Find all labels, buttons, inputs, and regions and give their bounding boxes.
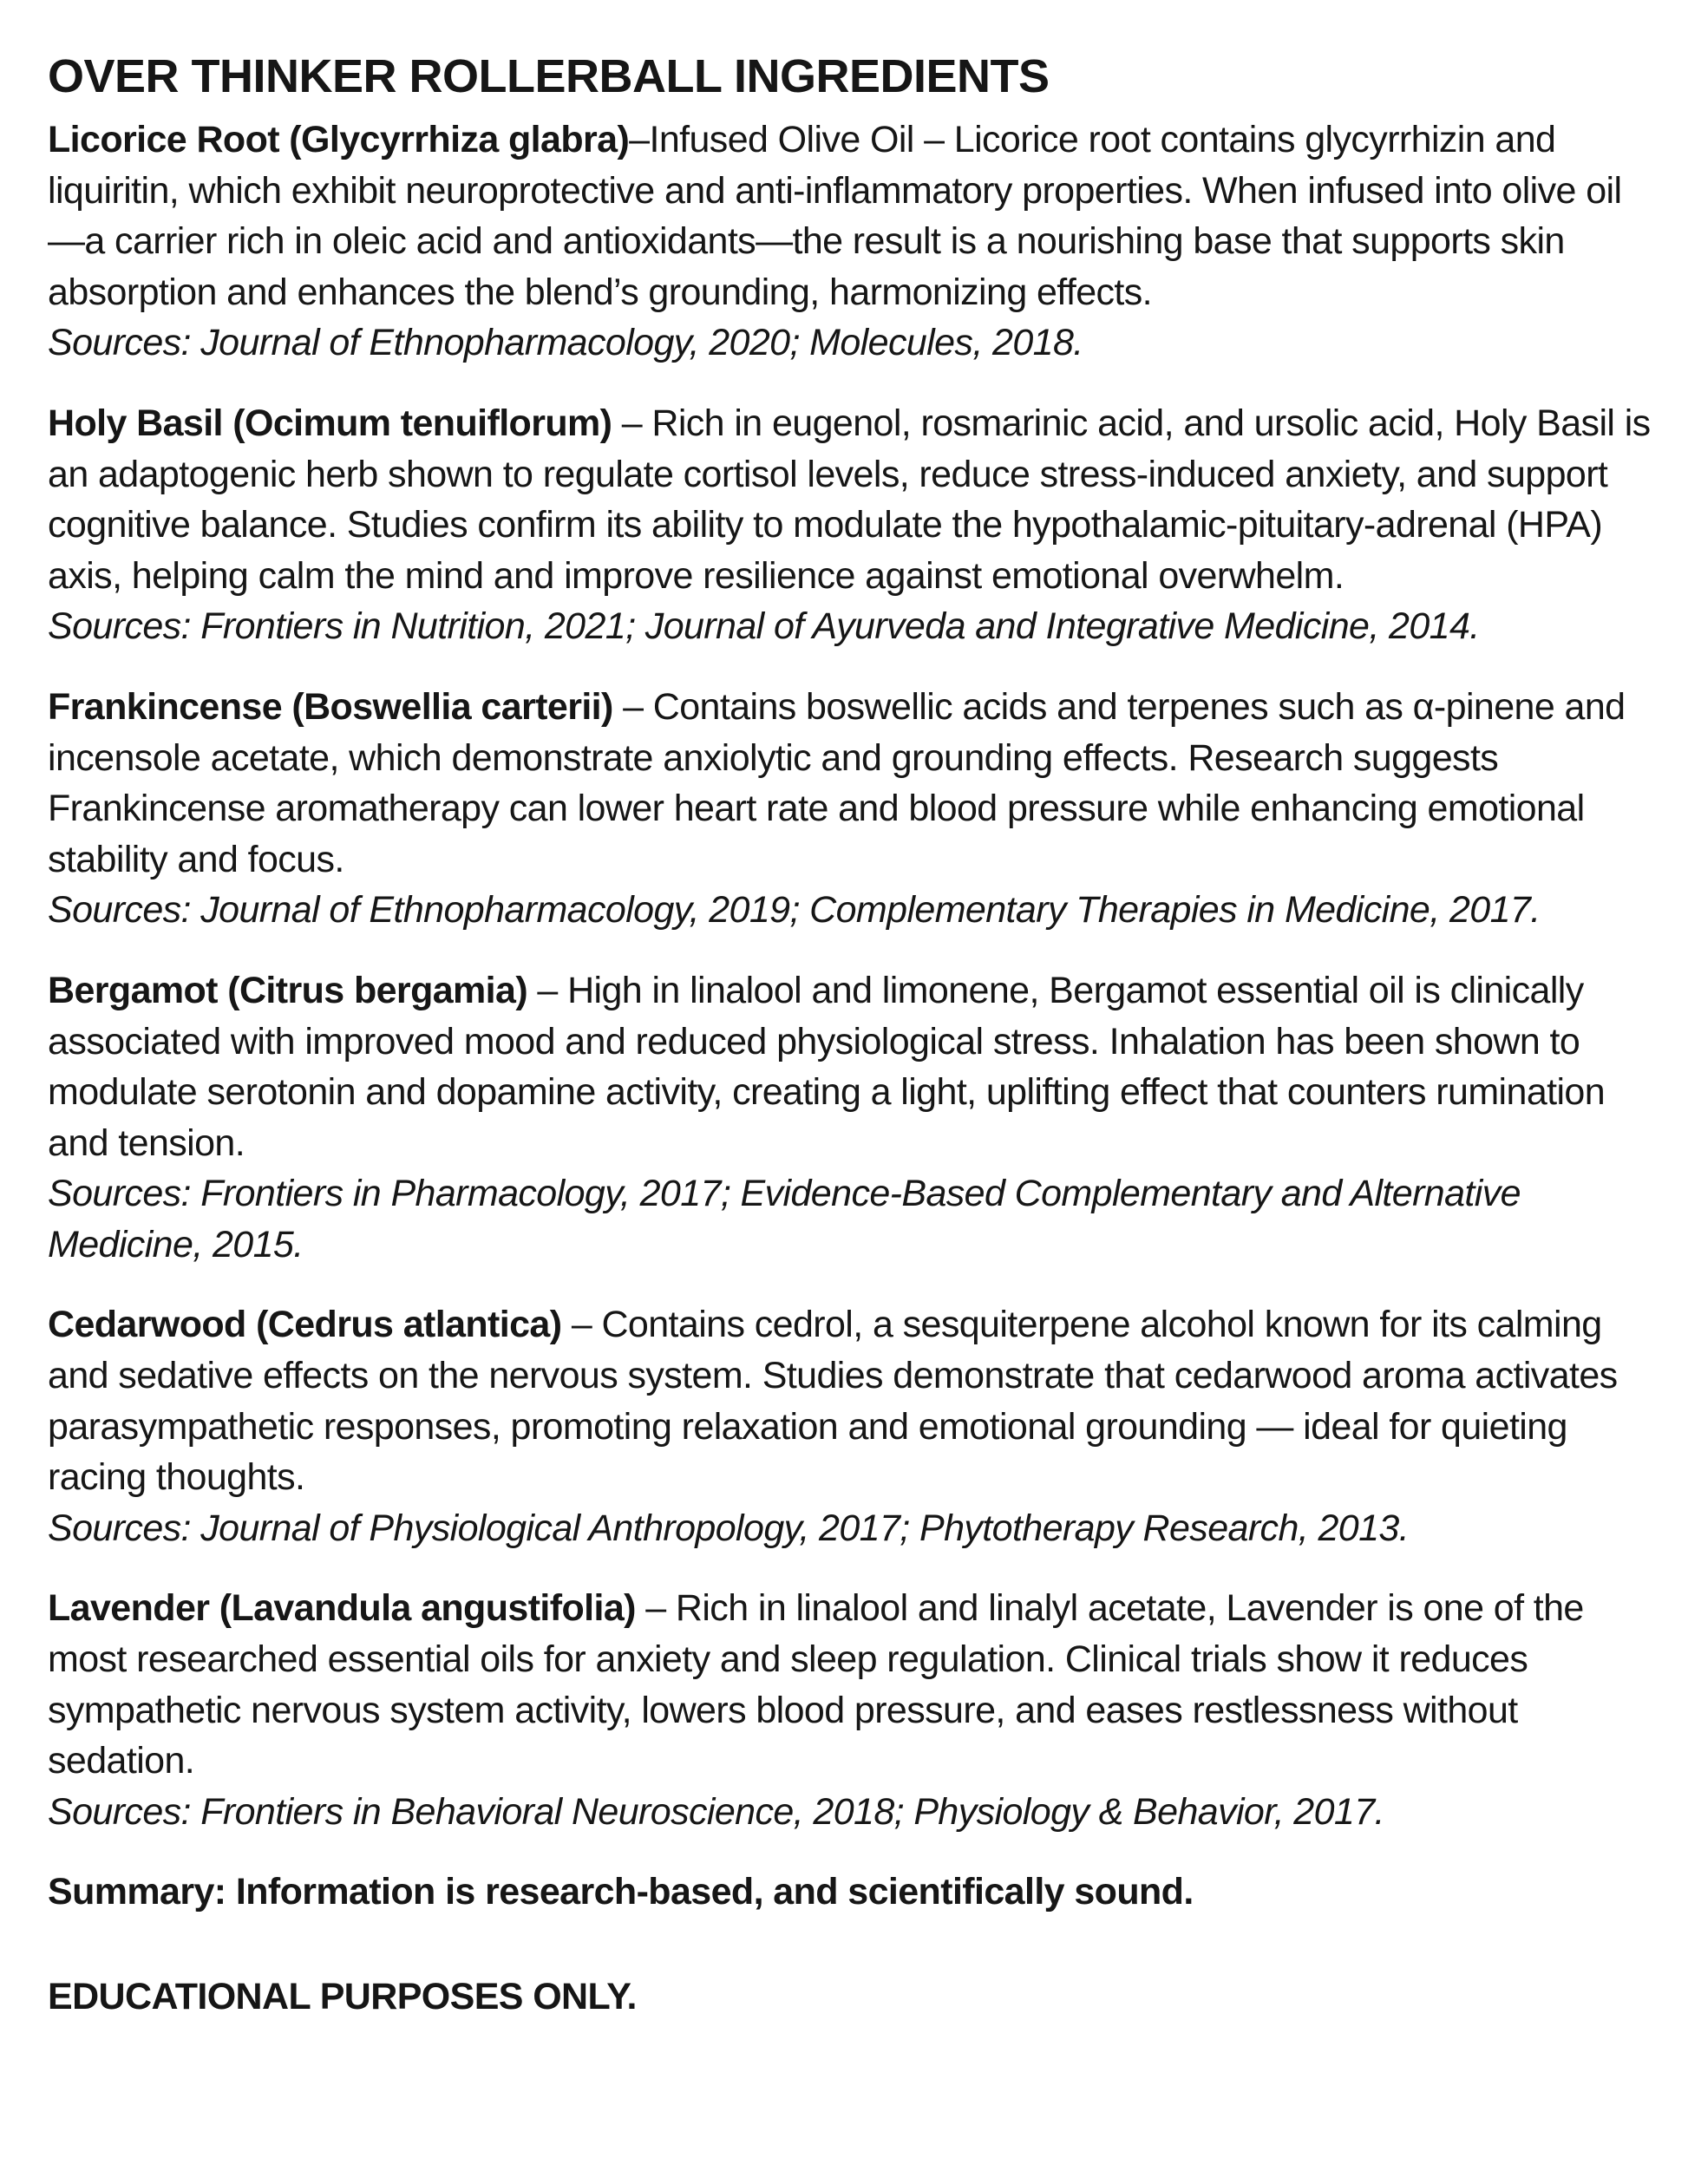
- ingredient-lavender: [48, 1583, 1652, 1837]
- ingredient-description: – Contains cedrol, a sesquiterpene alcohol known for its calming and sedative effects on the nervous system. Studies demonstrate that cedarwood aroma activates parasympathetic responses, promoting relaxation and emotional grounding — ideal for quieting racing thoughts.: [48, 1304, 1618, 1499]
- ingredient-name: Holy Basil (Ocimum tenuiflorum): [48, 402, 612, 444]
- ingredient-description: – High in linalool and limonene, Bergamot essential oil is clinically associated with improved mood and reduced physiological stress. Inhalation has been shown to modulate serotonin and dopamine activity, creating a light, uplifting effect that counters rumination and tension.: [48, 969, 1606, 1164]
- summary-statement: Summary: Information is research-based, and scientifically sound.: [48, 1871, 1194, 1913]
- ingredient-name: Bergamot (Citrus bergamia): [48, 969, 528, 1011]
- ingredient-sources: Sources: Journal of Physiological Anthropology, 2017; Phytotherapy Research, 2013.: [48, 1507, 1410, 1549]
- ingredient-description: – Rich in eugenol, rosmarinic acid, and ursolic acid, Holy Basil is an adaptogenic herb shown to regulate cortisol levels, reduce stress-induced anxiety, and support cognitive balance. Studies confirm its ability to modulate the hypothalamic-pituitary-adrenal (HPA) axis, helping calm the mind and improve resilience against emotional overwhelm.: [48, 402, 1651, 597]
- ingredient-description: – Rich in linalool and linalyl acetate, Lavender is one of the most researched essential oils for anxiety and sleep regulation. Clinical trials show it reduces sympathetic nervous system activity, lowers blood pressure, and eases restlessness without sedation.: [48, 1587, 1584, 1782]
- ingredient-cedarwood: [48, 1299, 1652, 1553]
- page-title: OVER THINKER ROLLERBALL INGREDIENTS: [48, 50, 1050, 102]
- ingredient-description: – Contains boswellic acids and terpenes such as α-pinene and incensole acetate, which demonstrate anxiolytic and grounding effects. Research suggests Frankincense aromatherapy can lower heart rate and blood pressure while enhancing emotional stability and focus.: [48, 685, 1626, 880]
- ingredient-name: Cedarwood (Cedrus atlantica): [48, 1304, 562, 1346]
- ingredient-description: –Infused Olive Oil – Licorice root contains glycyrrhizin and liquiritin, which exhibit neuroprotective and anti-inflammatory properties. When infused into olive oil—a carrier rich in oleic acid and antioxidants—the result is a nourishing base that supports skin absorption and enhances the blend’s grounding, harmonizing effects.: [48, 119, 1622, 313]
- ingredient-bergamot: [48, 965, 1652, 1271]
- ingredient-name: Lavender (Lavandula angustifolia): [48, 1587, 636, 1630]
- ingredient-frankincense: [48, 682, 1652, 936]
- ingredient-name: Licorice Root (Glycyrrhiza glabra): [48, 119, 630, 160]
- ingredient-sources: Sources: Frontiers in Behavioral Neuroscience, 2018; Physiology & Behavior, 2017.: [48, 1790, 1384, 1833]
- ingredient-sources: Sources: Journal of Ethnopharmacology, 2020; Molecules, 2018.: [48, 322, 1083, 364]
- ingredient-sources: Sources: Journal of Ethnopharmacology, 2019; Complementary Therapies in Medicine, 2017.: [48, 889, 1541, 932]
- ingredient-licorice-root: [48, 114, 1652, 369]
- document-page: [48, 45, 1652, 2023]
- ingredient-holy-basil: [48, 398, 1652, 652]
- educational-notice: EDUCATIONAL PURPOSES ONLY.: [48, 1976, 637, 2017]
- ingredient-sources: Sources: Frontiers in Nutrition, 2021; Journal of Ayurveda and Integrative Medicine, 2014.: [48, 605, 1480, 648]
- ingredient-name: Frankincense (Boswellia carterii): [48, 685, 613, 728]
- ingredient-sources: Sources: Frontiers in Pharmacology, 2017; Evidence-Based Complementary and Alternative Medicine, 2015.: [48, 1173, 1521, 1265]
